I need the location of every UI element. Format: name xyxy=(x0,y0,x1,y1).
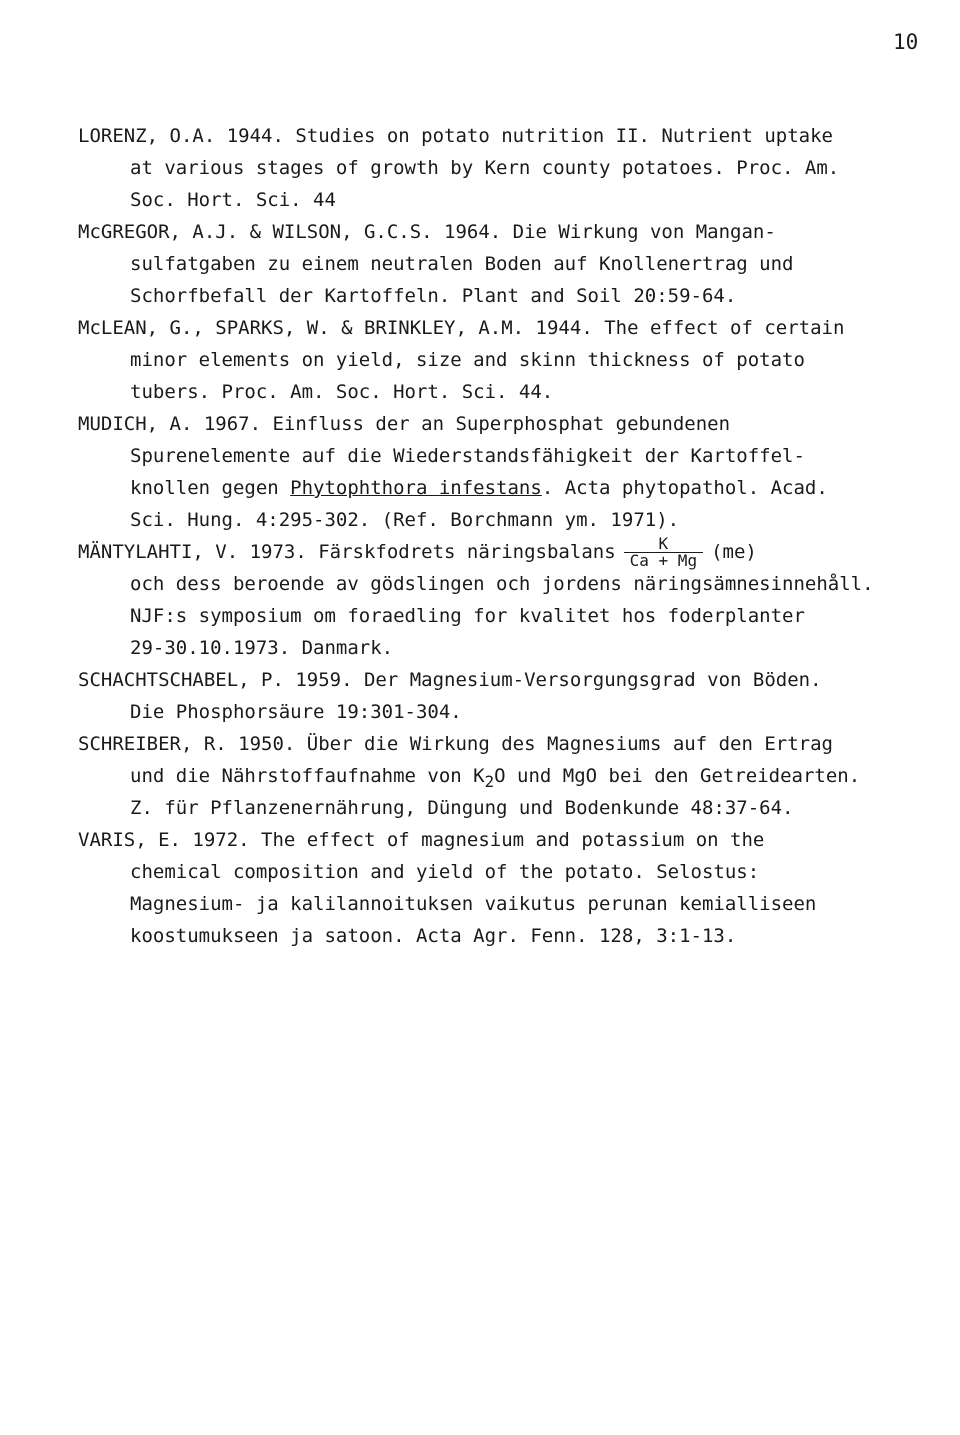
reference-line: McGREGOR, A.J. & WILSON, G.C.S. 1964. Die Wirkung von Mangan- xyxy=(78,221,776,243)
reference-line: Magnesium- ja kalilannoituksen vaikutus perunan kemialliseen xyxy=(130,893,817,915)
reference-schreiber-1950 xyxy=(78,728,958,824)
reference-mclean-1944 xyxy=(78,312,958,408)
reference-mcgregor-1964 xyxy=(78,216,958,312)
reference-line: SCHACHTSCHABEL, P. 1959. Der Magnesium-Versorgungsgrad von Böden. xyxy=(78,669,822,691)
reference-line: 29-30.10.1973. Danmark. xyxy=(130,637,394,659)
reference-line: Spurenelemente auf die Wiederstandsfähigkeit der Kartoffel- xyxy=(130,445,805,467)
reference-line xyxy=(78,536,958,568)
reference-list xyxy=(78,120,958,952)
reference-line: koostumukseen ja satoon. Acta Agr. Fenn. 128, 3:1-13. xyxy=(130,925,737,947)
reference-line: MUDICH, A. 1967. Einfluss der an Superphosphat gebundenen xyxy=(78,413,731,435)
reference-text: O und MgO bei den Getreidearten. xyxy=(494,765,861,787)
reference-mudich-1967 xyxy=(78,408,958,536)
reference-line: Z. für Pflanzenernährung, Düngung und Bodenkunde 48:37-64. xyxy=(130,797,794,819)
reference-line: at various stages of growth by Kern county potatoes. Proc. Am. xyxy=(130,157,840,179)
reference-text: MÄNTYLAHTI, V. 1973. Färskfodrets näringsbalans xyxy=(78,541,616,563)
reference-line: SCHREIBER, R. 1950. Über die Wirkung des Magnesiums auf den Ertrag xyxy=(78,733,833,755)
reference-line: tubers. Proc. Am. Soc. Hort. Sci. 44. xyxy=(130,381,554,403)
reference-line: minor elements on yield, size and skinn thickness of potato xyxy=(130,349,805,371)
reference-line: McLEAN, G., SPARKS, W. & BRINKLEY, A.M. 1944. The effect of certain xyxy=(78,317,845,339)
reference-line: NJF:s symposium om foraedling for kvalitet hos foderplanter xyxy=(130,605,805,627)
reference-mantylahti-1973 xyxy=(78,536,958,664)
reference-line: chemical composition and yield of the potato. Selostus: xyxy=(130,861,760,883)
reference-text: knollen gegen xyxy=(130,477,291,499)
reference-lorenz-1944 xyxy=(78,120,958,216)
reference-schachtschabel-1959 xyxy=(78,664,958,728)
species-name: Phytophthora infestans xyxy=(290,477,542,499)
reference-line: Schorfbefall der Kartoffeln. Plant and Soil 20:59-64. xyxy=(130,285,737,307)
reference-line: LORENZ, O.A. 1944. Studies on potato nutrition II. Nutrient uptake xyxy=(78,125,833,147)
reference-line: sulfatgaben zu einem neutralen Boden auf Knollenertrag und xyxy=(130,253,794,275)
nutrient-ratio-fraction xyxy=(624,536,703,569)
reference-line: Soc. Hort. Sci. 44 xyxy=(130,189,336,211)
fraction-unit: (me) xyxy=(711,541,757,563)
reference-line: Die Phosphorsäure 19:301-304. xyxy=(130,701,462,723)
reference-text: . Acta phytopathol. Acad. xyxy=(541,477,828,499)
reference-line xyxy=(78,472,958,504)
fraction-numerator: K xyxy=(658,534,669,553)
subscript-2: 2 xyxy=(484,771,495,791)
reference-line: VARIS, E. 1972. The effect of magnesium and potassium on the xyxy=(78,829,765,851)
reference-varis-1972 xyxy=(78,824,958,952)
page-number: 10 xyxy=(893,30,919,54)
fraction-denominator: Ca + Mg xyxy=(624,552,703,569)
reference-text: und die Nährstoffaufnahme von K xyxy=(130,765,485,787)
reference-line xyxy=(78,760,958,792)
reference-line: Sci. Hung. 4:295-302. (Ref. Borchmann ym. 1971). xyxy=(130,509,680,531)
reference-line: och dess beroende av gödslingen och jordens näringsämnesinnehåll. xyxy=(130,573,874,595)
